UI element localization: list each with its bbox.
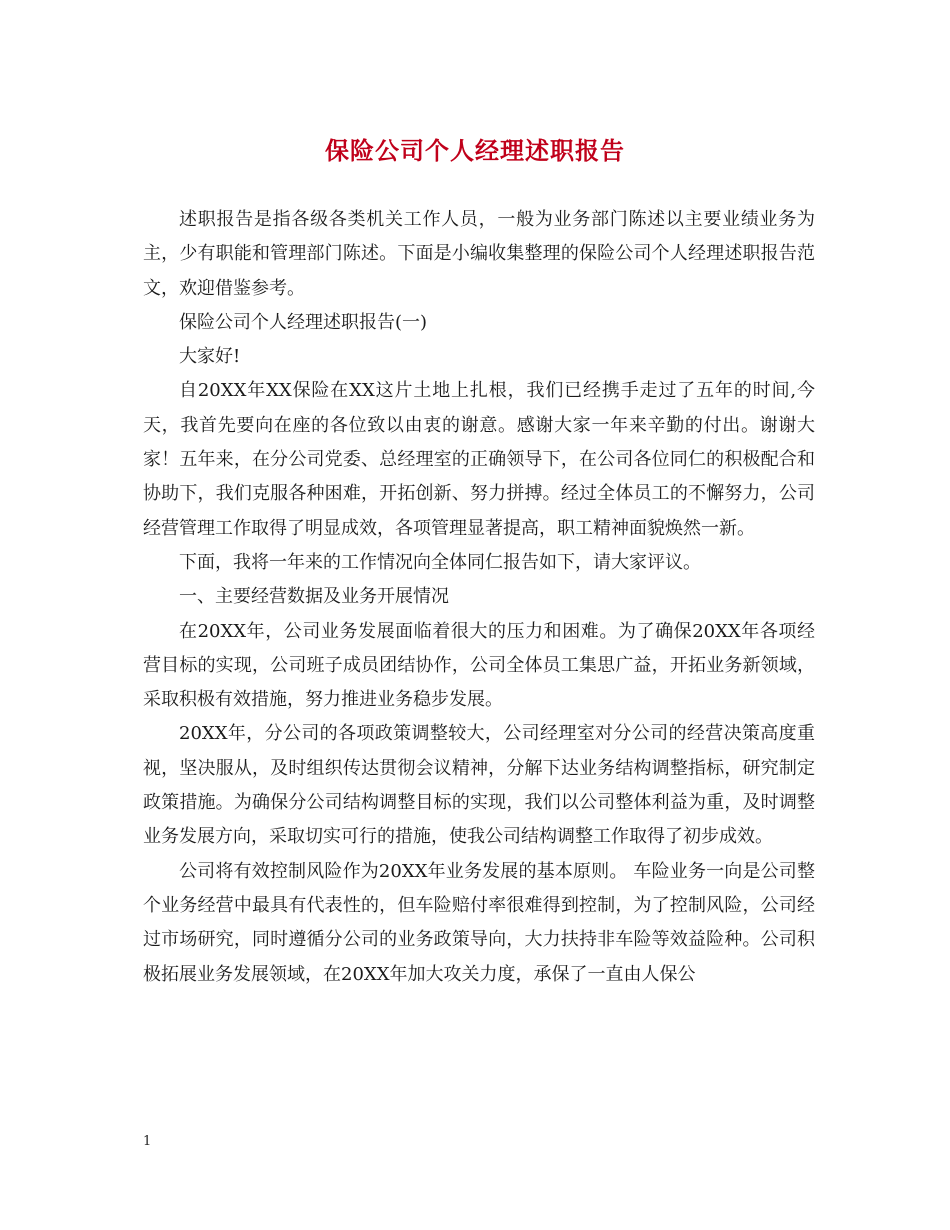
paragraph: 20XX年，分公司的各项政策调整较大，公司经理室对分公司的经营决策高度重视，坚决服从，及时组织传达贯彻会议精神，分解下达业务结构调整指标，研究制定政策措施。为确保分公司结构调整目标的实现，我们以公司整体利益为重，及时调整业务发展方向，采取切实可行的措施，使我公司结构调整工作取得了初步成效。 bbox=[143, 723, 815, 848]
document-title: 保险公司个人经理述职报告 bbox=[325, 136, 625, 165]
page-number: 1 bbox=[143, 1134, 152, 1149]
paragraph-intro: 述职报告是指各级各类机关工作人员，一般为业务部门陈述以主要业绩业务为主，少有职能和管理部门陈述。下面是小编收集整理的保险公司个人经理述职报告范文，欢迎借鉴参考。 bbox=[143, 209, 815, 299]
paragraph: 公司将有效控制风险作为20XX年业务发展的基本原则。 车险业务一向是公司整个业务经营中最具有代表性的，但车险赔付率很难得到控制，为了控制风险，公司经过市场研究，同时遵循分公司的业务政策导向，大力扶持非车险等效益险种。公司积极拓展业务发展领域，在20XX年加大攻关力度，承保了一直由人保公 bbox=[143, 860, 815, 985]
paragraph-subtitle: 保险公司个人经理述职报告(一) bbox=[179, 311, 428, 333]
paragraph: 下面，我将一年来的工作情况向全体同仁报告如下，请大家评议。 bbox=[179, 551, 701, 573]
paragraph: 在20XX年，公司业务发展面临着很大的压力和困难。为了确保20XX年各项经营目标的实现，公司班子成员团结协作，公司全体员工集思广益，开拓业务新领域，采取积极有效措施，努力推进业务稳步发展。 bbox=[143, 620, 815, 711]
paragraph: 自20XX年XX保险在XX这片土地上扎根，我们已经携手走过了五年的时间,今天，我首先要向在座的各位致以由衷的谢意。感谢大家一年来辛勤的付出。谢谢大家！五年来，在分公司党委、总经理室的正确领导下，在公司各位同仁的积极配合和协助下，我们克服各种困难，开拓创新、努力拼搏。经过全体员工的不懈努力，公司经营管理工作取得了明显成效，各项管理显著提高，职工精神面貌焕然一新。 bbox=[143, 380, 815, 539]
paragraph-greeting: 大家好! bbox=[179, 346, 241, 368]
section-heading: 一、主要经营数据及业务开展情况 bbox=[179, 586, 449, 608]
document-body bbox=[143, 203, 815, 992]
